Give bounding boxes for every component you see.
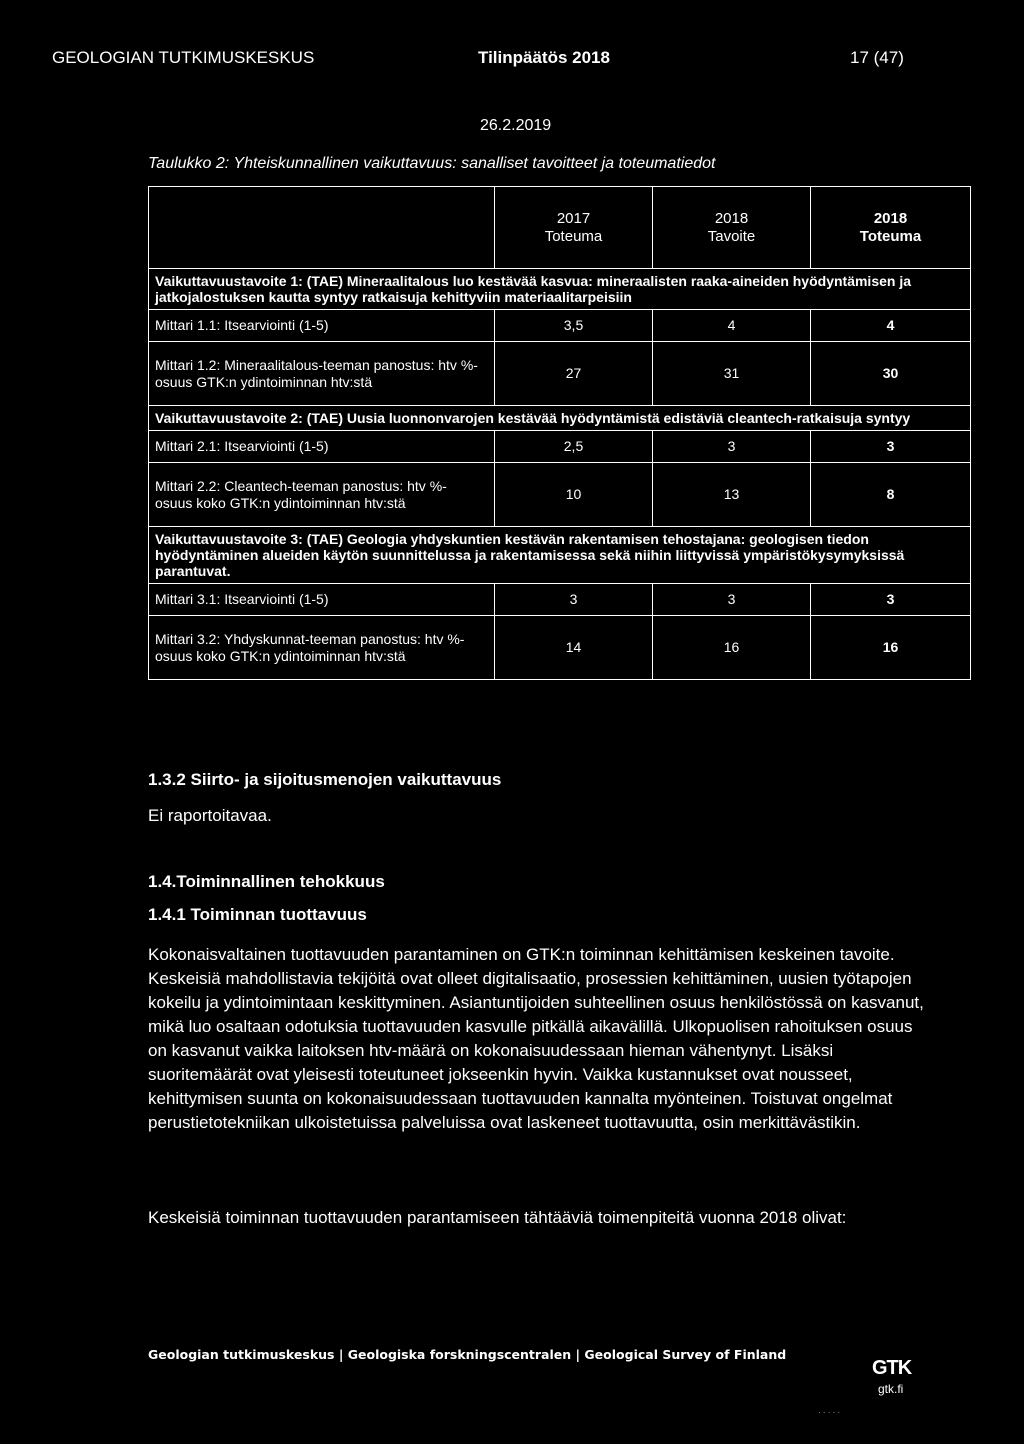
section-1-3-2-text: Ei raportoitavaa. [148,806,272,825]
actual-2018: 3 [811,431,971,463]
table-row [149,310,971,342]
target-2018: 16 [653,616,811,680]
table-row [149,463,971,527]
metric-label: Mittari 1.2: Mineraalitalous-teeman panostus: htv %-osuus GTK:n ydintoiminnan htv:stä [149,342,495,406]
metric-label: Mittari 2.1: Itsearviointi (1-5) [149,431,495,463]
value-2017: 3 [495,584,653,616]
actual-2018: 30 [811,342,971,406]
table-header-row [149,187,971,269]
target-2018: 31 [653,342,811,406]
col-2018-target: 2018 Tavoite [653,187,811,269]
header-page-number: 17 (47) [850,48,904,67]
header-doc-title: Tilinpäätös 2018 [478,48,610,67]
value-2017: 2,5 [495,431,653,463]
target-2018: 13 [653,463,811,527]
table-row [149,342,971,406]
section-1-4-1-heading: 1.4.1 Toiminnan tuottavuus [148,905,367,924]
header-empty-cell [149,187,495,269]
section-1-3-2-heading: 1.3.2 Siirto- ja sijoitusmenojen vaikuttavuus [148,770,502,789]
actual-2018: 4 [811,310,971,342]
table-caption: Taulukko 2: Yhteiskunnallinen vaikuttavuus: sanalliset tavoitteet ja toteumatiedot [148,155,716,172]
value-2017: 3,5 [495,310,653,342]
metric-label: Mittari 3.1: Itsearviointi (1-5) [149,584,495,616]
section-1-4-heading: 1.4.Toiminnallinen tehokkuus [148,872,385,891]
actual-2018: 16 [811,616,971,680]
target-2018: 3 [653,584,811,616]
value-2017: 10 [495,463,653,527]
metric-label: Mittari 3.2: Yhdyskunnat-teeman panostus: htv %- osuus koko GTK:n ydintoiminnan htv:stä [149,616,495,680]
productivity-paragraph: Kokonaisvaltainen tuottavuuden parantaminen on GTK:n toiminnan kehittämisen keskeinen tavoite. Keskeisiä mahdollistavia tekijöitä ovat olleet digitalisaatio, prosessien kehittäminen, uusien työtapojen kokeilu ja ydintoimintaan keskittyminen. Asiantuntijoiden suhteellinen osuus henkilöstössä on kasvanut, mikä luo osaltaan odotuksia tuottavuuden kasvulle pitkällä aikavälillä. Ulkopuolisen rahoituksen osuus on kasvanut vaikka laitoksen htv-määrä on kokonaisuudessaan hieman vähentynyt. Lisäksi suoritemäärät ovat yleisesti toteutuneet jokseenkin hyvin. Vaikka kustannukset ovat nousseet, kehittymisen suunta on kokonaisuudessaan tuottavuuden kannalta myönteinen. Toistuvat ongelmat perustietotekniikan ulkoistetuissa palveluissa ovat laskeneet tuottavuutta, osin merkittävästikin. [148,945,924,1132]
footer-website: gtk.fi [878,1382,904,1396]
footer-orgs: Geologian tutkimuskeskus | Geologiska forskningscentralen | Geological Survey of Finland [148,1347,787,1362]
table-row [149,584,971,616]
col-2017-actual: 2017 Toteuma [495,187,653,269]
goal-row-1 [149,269,971,310]
goal-row-2 [149,406,971,431]
gtk-logo: GTK [872,1357,912,1379]
actual-2018: 3 [811,584,971,616]
value-2017: 27 [495,342,653,406]
col-2018-actual: 2018 Toteuma [811,187,971,269]
impact-table [148,186,970,680]
target-2018: 4 [653,310,811,342]
table-row [149,431,971,463]
table-row [149,616,971,680]
goal-2-text: Vaikuttavuustavoite 2: (TAE) Uusia luonnonvarojen kestävää hyödyntämistä edistäviä cleantech-ratkaisuja syntyy [149,406,971,431]
goal-3-text: Vaikuttavuustavoite 3: (TAE) Geologia yhdyskuntien kestävän rakentamisen tehostajana: geologisen tiedon hyödyntäminen alueiden käytön suunnittelussa ja rakentamisessa sekä niihin liittyvissä ympäristökysymyksissä parantuvat. [149,527,971,584]
value-2017: 14 [495,616,653,680]
target-2018: 3 [653,431,811,463]
goal-1-text: Vaikuttavuustavoite 1: (TAE) Mineraalitalous luo kestävää kasvua: mineraalisten raaka-aineiden hyödyntämisen ja jatkojalostuksen kautta syntyy ratkaisuja kehittyviin materiaalitarpeisiin [149,269,971,310]
actual-2018: 8 [811,463,971,527]
goal-row-3 [149,527,971,584]
scan-artifact-dots-icon: · · · · · [818,1408,841,1417]
header-org: GEOLOGIAN TUTKIMUSKESKUS [52,48,315,67]
metric-label: Mittari 1.1: Itsearviointi (1-5) [149,310,495,342]
measures-intro-paragraph: Keskeisiä toiminnan tuottavuuden parantamiseen tähtääviä toimenpiteitä vuonna 2018 olivat: [148,1208,847,1227]
header-date: 26.2.2019 [480,117,552,134]
metric-label: Mittari 2.2: Cleantech-teeman panostus: htv %- osuus koko GTK:n ydintoiminnan htv:stä [149,463,495,527]
